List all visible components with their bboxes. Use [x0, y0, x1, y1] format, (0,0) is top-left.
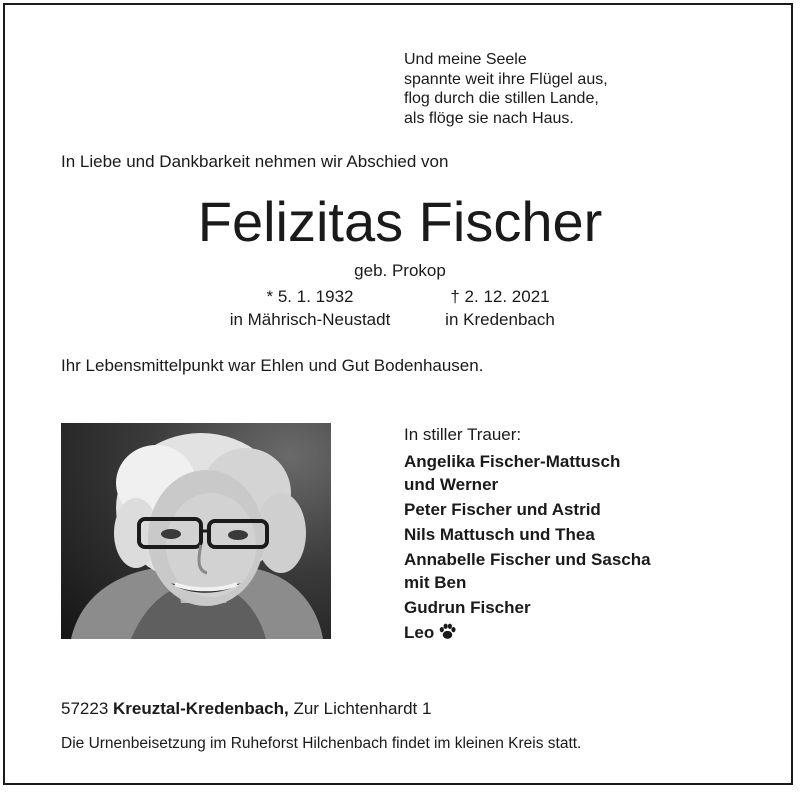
mourner-name: Gudrun Fischer	[404, 598, 531, 617]
mourner-name: Nils Mattusch und Thea	[404, 525, 595, 544]
mourner-name: Angelika Fischer-Mattusch und Werner	[404, 452, 621, 494]
poem-line: spannte weit ihre Flügel aus,	[404, 70, 608, 88]
birth-name: geb. Prokop	[354, 261, 446, 280]
birth-place: in Mährisch-Neustadt	[229, 310, 391, 329]
mourner-name: Leo	[404, 623, 435, 642]
poem	[404, 50, 608, 128]
mourner-pet-line	[404, 621, 651, 647]
address-line	[61, 698, 431, 720]
poem-line: als flöge sie nach Haus.	[404, 109, 574, 127]
postal-code: 57223	[61, 699, 109, 718]
street: Zur Lichtenhardt 1	[293, 699, 432, 718]
burial-note: Die Urnenbeisetzung im Ruheforst Hilchenbach findet im kleinen Kreis statt.	[61, 735, 582, 752]
portrait-illustration	[61, 423, 331, 639]
mourners-list	[404, 423, 651, 649]
poem-line: flog durch die stillen Lande,	[404, 90, 599, 107]
portrait-photo	[61, 423, 331, 639]
death-date: † 2. 12. 2021	[450, 287, 550, 306]
life-line: Ihr Lebensmittelpunkt war Ehlen und Gut Bodenhausen.	[61, 356, 484, 375]
town: Kreuztal-Kredenbach,	[113, 699, 289, 718]
death-place: in Kredenbach	[445, 310, 555, 329]
obituary-card	[3, 3, 793, 785]
birth-date: * 5. 1. 1932	[266, 287, 354, 306]
intro-text: In Liebe und Dankbarkeit nehmen wir Abschied von	[61, 152, 449, 171]
mourners-heading: In stiller Trauer:	[404, 425, 522, 444]
poem-line: Und meine Seele	[404, 51, 527, 68]
deceased-name: Felizitas Fischer	[197, 190, 603, 253]
mourner-name: Annabelle Fischer und Sascha mit Ben	[404, 550, 651, 592]
paw-icon	[438, 622, 457, 647]
mourner-name: Peter Fischer und Astrid	[404, 500, 601, 519]
